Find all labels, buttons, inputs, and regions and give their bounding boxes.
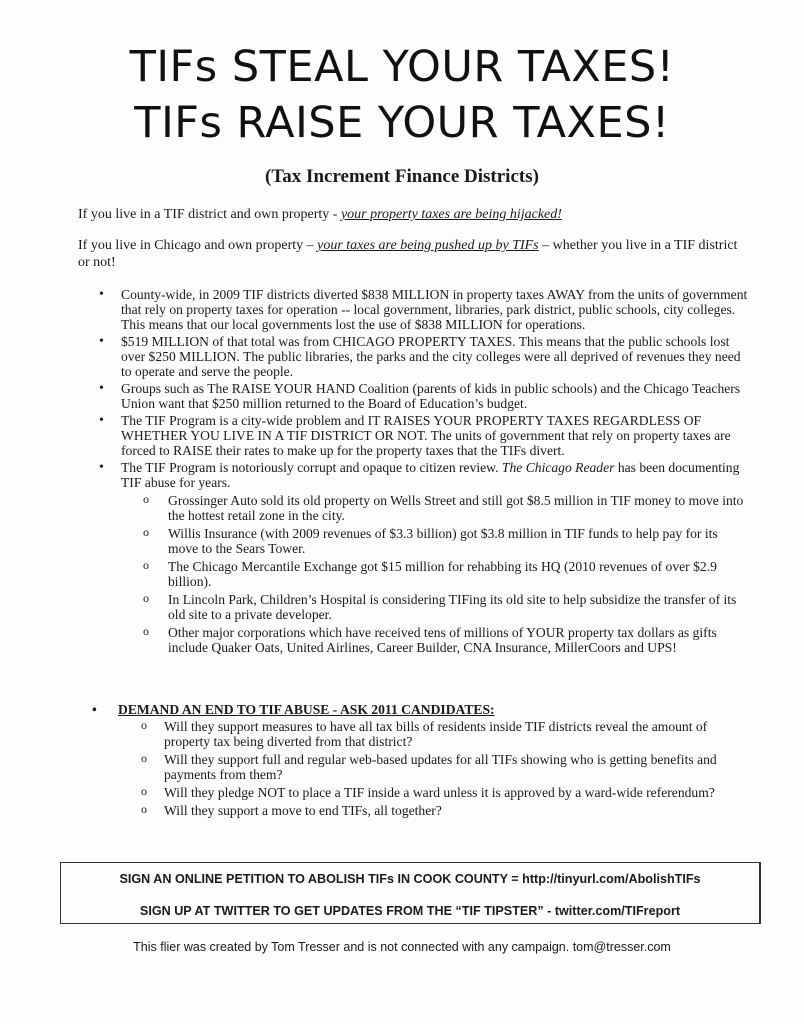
abuse-example: o Willis Insurance (with 2009 revenues of $3.3 billion) got $3.8 million in TIF funds to help pay for its move to the Sears Tower. [121,526,748,556]
candidate-question: o Will they support full and regular web-based updates for all TIFs showing who is getting benefits and payments from them? [78,752,748,782]
abuse-example: o In Lincoln Park, Children’s Hospital is considering TIFing its old site to help subsidize the transfer of its old site to a private developer. [121,592,748,622]
footer-credit: This flier was created by Tom Tresser and is not connected with any campaign. tom@tresser.com [133,940,671,954]
title-line-2: TIFs RAISE YOUR TAXES! [134,98,670,148]
intro-paragraph-1 [78,206,738,223]
publication-name: The Chicago Reader [501,460,615,475]
intro-p2-tail: – whether you live in a TIF district or not! [78,238,738,270]
candidate-question: o Will they pledge NOT to place a TIF inside a ward unless it is approved by a ward-wide referendum? [78,785,748,800]
intro-paragraph-2 [78,237,738,271]
abuse-example: o The Chicago Mercantile Exchange got $15 million for rehabbing its HQ (2010 revenues of over $2.9 billion). [121,559,748,589]
candidate-question: o Will they support a move to end TIFs, all together? [78,803,748,818]
abuse-example: o Other major corporations which have received tens of millions of YOUR property tax dollars as gifts include Quaker Oats, United Airlines, Career Builder, CNA Insurance, MillerCoors and UPS! [121,625,748,655]
fact-item: • The TIF Program is a city-wide problem and IT RAISES YOUR PROPERTY TAXES REGARDLESS OF WHETHER YOU LIVE IN A TIF DISTRICT OR NOT. The units of government that rely on property taxes are forced to RAISE their rates to make up for the property taxes that the TIFs divert. [78,413,748,458]
subtitle: (Tax Increment Finance Districts) [265,166,539,187]
fact-item: • County-wide, in 2009 TIF districts diverted $838 MILLION in property taxes AWAY from the units of government that rely on property taxes for operation -- local government, libraries, park district, public schools, city colleges. This means that our local governments lost the use of $838 MILLION for operations. [78,287,748,332]
abuse-example: o Grossinger Auto sold its old property on Wells Street and still got $8.5 million in TIF money to move into the hottest retail zone in the city. [121,493,748,523]
title-line-1: TIFs STEAL YOUR TAXES! [129,42,675,92]
demand-heading: • DEMAND AN END TO TIF ABUSE - ASK 2011 CANDIDATES: [78,702,748,717]
intro-p1-highlight: your property taxes are being hijacked! [340,207,562,222]
candidate-question: o Will they support measures to have all tax bills of residents inside TIF districts reveal the amount of property tax being diverted from that district? [78,719,748,749]
fact-tail: has been documenting TIF abuse for years. [121,460,740,490]
abuse-examples-list [121,493,748,655]
intro-p2-lead: If you live in Chicago and own property – [78,238,318,253]
fact-item: • Groups such as The RAISE YOUR HAND Coalition (parents of kids in public schools) and the Chicago Teachers Union want that $250 million returned to the Board of Education’s budget. [78,381,748,411]
intro-p2-highlight: your taxes are being pushed up by TIFs [317,238,539,253]
demand-section [78,702,748,821]
petition-line: SIGN AN ONLINE PETITION TO ABOLISH TIFs IN COOK COUNTY = http://tinyurl.com/AbolishTIFs [119,872,701,886]
fact-item: • $519 MILLION of that total was from CHICAGO PROPERTY TAXES. This means that the public schools lost over $250 MILLION. The public libraries, the parks and the city colleges were all deprived of revenues they need to operate and serve the people. [78,334,748,379]
petition-box [60,862,761,924]
intro-p1-lead: If you live in a TIF district and own property - [78,207,341,222]
twitter-line: SIGN UP AT TWITTER TO GET UPDATES FROM THE “TIF TIPSTER” - twitter.com/TIFreport [139,904,681,918]
candidate-questions-list [78,719,748,818]
fact-item [78,460,748,655]
fact-lead: The TIF Program is notoriously corrupt and opaque to citizen review. [121,460,502,475]
fact-list [78,287,748,658]
